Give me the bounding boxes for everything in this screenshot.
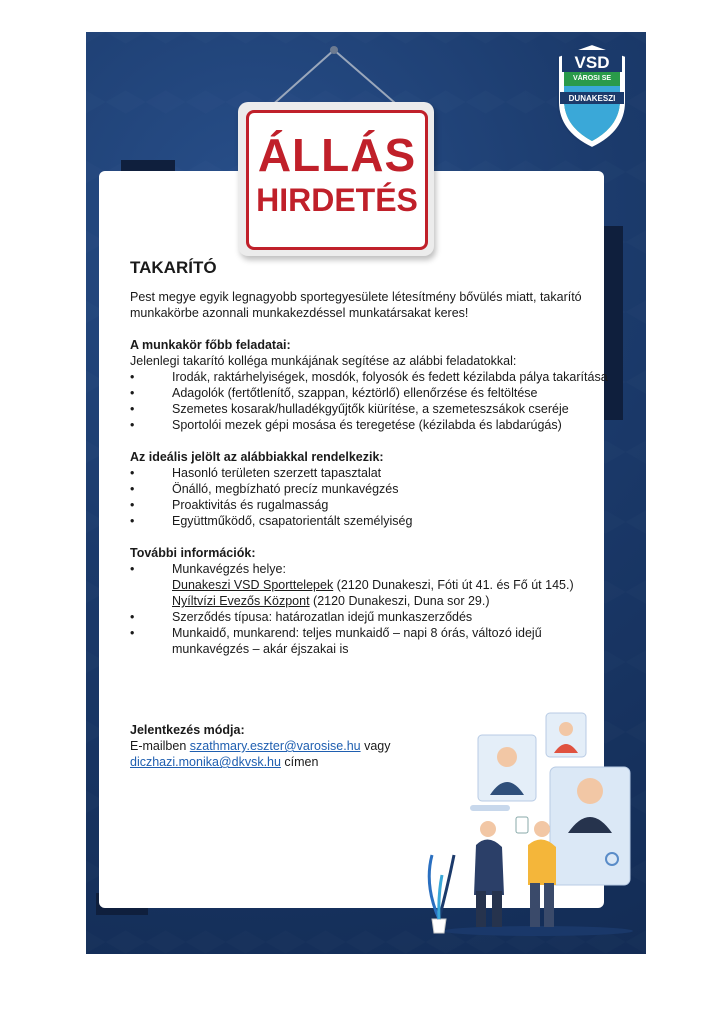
sign-board xyxy=(238,102,434,256)
place1-address: (2120 Dunakeszi, Fóti út 41. és Fő út 145.) xyxy=(333,578,574,592)
tasks-lead: Jelenlegi takarító kolléga munkájának segítése az alábbi feladatokkal: xyxy=(130,354,517,368)
sign-title-line1: ÁLLÁS xyxy=(257,129,417,181)
recruitment-illustration xyxy=(418,705,638,937)
logo-text-middle: VÁROSI SE xyxy=(572,75,612,82)
apply-heading: Jelentkezés módja: xyxy=(130,723,245,737)
place2-address: (2120 Dunakeszi, Duna sor 29.) xyxy=(309,594,490,608)
list-item: • Munkaidő, munkarend: teljes munkaidő – napi 8 órás, változó idejű munkavégzés – akár éjszakai is xyxy=(130,626,542,656)
sign-frame xyxy=(246,110,428,250)
place1-name: Dunakeszi VSD Sporttelepek xyxy=(172,578,334,592)
logo-text-bottom: DUNAKESZI xyxy=(568,94,616,103)
info-heading: További információk: xyxy=(130,546,256,560)
list-item: • Irodák, raktárhelyiségek, mosdók, folyosók és fedett kézilabda pálya takarítása xyxy=(130,370,608,384)
list-item: • Sportolói mezek gépi mosása és teregetése (kézilabda és labdarúgás) xyxy=(130,418,562,432)
hanging-sign xyxy=(230,40,440,265)
place-label: Munkavégzés helye: xyxy=(172,562,286,576)
email-link-2[interactable]: diczhazi.monika@dkvsk.hu xyxy=(130,755,281,769)
application-section xyxy=(130,722,460,770)
apply-prefix: E-mailben xyxy=(130,739,190,753)
list-item: • Együttműködő, csapatorientált személyiség xyxy=(130,514,413,528)
list-item: • Munkavégzés helye: Dunakeszi VSD Sporttelepek (2120 Dunakeszi, Fóti út 41. és Fő út 145.) Nyíltvízi Evezős Központ (2120 Dunakeszi, Duna sor 29.) xyxy=(130,562,574,608)
logo-text-top: VSD xyxy=(574,53,610,72)
intro-text: Pest megye egyik legnagyobb sportegyesülete létesítmény bővülés miatt, takarító munkakörbe azonnali munkakezdéssel munkatársakat keres! xyxy=(130,290,582,320)
apply-line-2 xyxy=(130,754,460,770)
job-description xyxy=(130,258,610,657)
list-item: • Szemetes kosarak/hulladékgyűjtők kiürítése, a szemeteszsákok cseréje xyxy=(130,402,569,416)
list-item: • Proaktivitás és rugalmasság xyxy=(130,498,329,512)
email-link-1[interactable]: szathmary.eszter@varosise.hu xyxy=(189,739,361,753)
tasks-heading: A munkakör főbb feladatai: xyxy=(130,338,291,352)
apply-suffix: címen xyxy=(280,755,319,769)
apply-middle: vagy xyxy=(360,739,391,753)
ideal-heading: Az ideális jelölt az alábbiakkal rendelkezik: xyxy=(130,450,384,464)
vsd-shield-logo xyxy=(554,42,630,150)
list-item: • Önálló, megbízható precíz munkavégzés xyxy=(130,482,399,496)
ideal-list xyxy=(130,465,610,529)
apply-line-1 xyxy=(130,738,460,754)
info-list xyxy=(130,561,610,657)
list-item: • Adagolók (fertőtlenítő, szappan, kéztörlő) ellenőrzése és feltöltése xyxy=(130,386,538,400)
sign-title-line2: HIRDETÉS xyxy=(256,182,418,218)
job-title: TAKARÍTÓ xyxy=(130,258,217,277)
tasks-list xyxy=(130,369,610,433)
list-item: • Hasonló területen szerzett tapasztalat xyxy=(130,466,382,480)
place2-name: Nyíltvízi Evezős Központ xyxy=(172,594,310,608)
list-item: • Szerződés típusa: határozatlan idejű munkaszerződés xyxy=(130,610,473,624)
